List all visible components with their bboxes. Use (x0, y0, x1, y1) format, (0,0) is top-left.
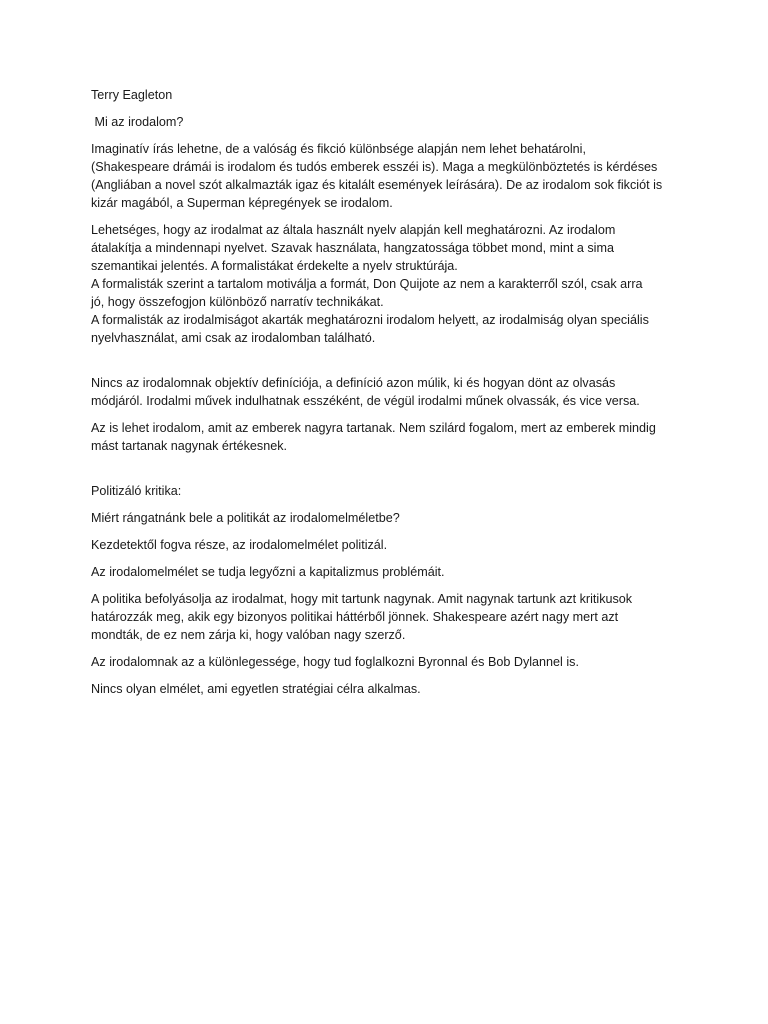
paragraph-line: Imaginatív írás lehetne, de a valóság és fikció különbsége alapján nem lehet behatárolni, (91, 142, 586, 156)
paragraph-line: Nincs olyan elmélet, ami egyetlen stratégiai célra alkalmas. (91, 682, 421, 696)
section-heading-text: Politizáló kritika: (91, 484, 182, 498)
paragraph-theory (91, 680, 691, 698)
paragraph-line: szemantikai jelentés. A formalistákat érdekelte a nyelv struktúrája. (91, 259, 458, 273)
paragraph-fiction (91, 140, 691, 212)
paragraph-definition (91, 374, 691, 410)
paragraph-line: Miért rángatnánk bele a politikát az irodalomelméletbe? (91, 511, 400, 525)
question-line (91, 113, 691, 131)
paragraph-line: nyelvhasználat, ami csak az irodalomban található. (91, 331, 376, 345)
paragraph-question (91, 509, 691, 527)
paragraph-line: Az irodalomelmélet se tudja legyőzni a kapitalizmus problémáit. (91, 565, 445, 579)
paragraph-line: kizár magából, a Superman képregények se irodalom. (91, 196, 393, 210)
paragraph-line: módjáról. Irodalmi művek indulhatnak esszéként, de végül irodalmi műnek olvassák, és vice versa. (91, 394, 640, 408)
paragraph-line: A formalisták az irodalmiságot akarták meghatározni irodalom helyett, az irodalmiság olyan speciális (91, 313, 649, 327)
section-heading (91, 482, 691, 500)
paragraph-line: Az irodalomnak az a különlegessége, hogy tud foglalkozni Byronnal és Bob Dylannel is. (91, 655, 579, 669)
paragraph-line: határozzák meg, akik egy bizonyos politikai háttérből jönnek. Shakespeare azért nagy mert azt (91, 610, 619, 624)
paragraph-origins (91, 536, 691, 554)
paragraph-line: A politika befolyásolja az irodalmat, hogy mit tartunk nagynak. Amit nagynak tartunk azt kritikusok (91, 592, 633, 606)
paragraph-formalists (91, 221, 691, 347)
paragraph-line: Lehetséges, hogy az irodalmat az általa használt nyelv alapján kell meghatározni. Az irodalom (91, 223, 616, 237)
paragraph-capitalism (91, 563, 691, 581)
paragraph-line: (Shakespeare drámái is irodalom és tudós emberek esszéi is). Maga a megkülönböztetés is kérdéses (91, 160, 658, 174)
document-page (91, 86, 691, 707)
paragraph-line: mást tartanak nagynak értékesnek. (91, 439, 288, 453)
paragraph-line: mondták, de ez nem zárja ki, hogy valóban nagy szerző. (91, 628, 406, 642)
question-text: Mi az irodalom? (91, 115, 184, 129)
author-text: Terry Eagleton (91, 88, 173, 102)
paragraph-line: Az is lehet irodalom, amit az emberek nagyra tartanak. Nem szilárd fogalom, mert az emberek mindig (91, 421, 656, 435)
paragraph-value (91, 419, 691, 455)
paragraph-line: jó, hogy összefogjon különböző narratív technikákat. (91, 295, 384, 309)
paragraph-uniqueness (91, 653, 691, 671)
paragraph-line: Kezdetektől fogva része, az irodalomelmélet politizál. (91, 538, 388, 552)
paragraph-line: Nincs az irodalomnak objektív definíciója, a definíció azon múlik, ki és hogyan dönt az olvasás (91, 376, 616, 390)
paragraph-line: átalakítja a mindennapi nyelvet. Szavak használata, hangzatossága többet mond, mint a sima (91, 241, 614, 255)
paragraph-line: A formalisták szerint a tartalom motiválja a formát, Don Quijote az nem a karakterről szól, csak arra (91, 277, 643, 291)
author-line (91, 86, 691, 104)
paragraph-politics (91, 590, 691, 644)
paragraph-line: (Angliában a novel szót alkalmazták igaz és kitalált események leírására). De az irodalom sok fikciót is (91, 178, 663, 192)
